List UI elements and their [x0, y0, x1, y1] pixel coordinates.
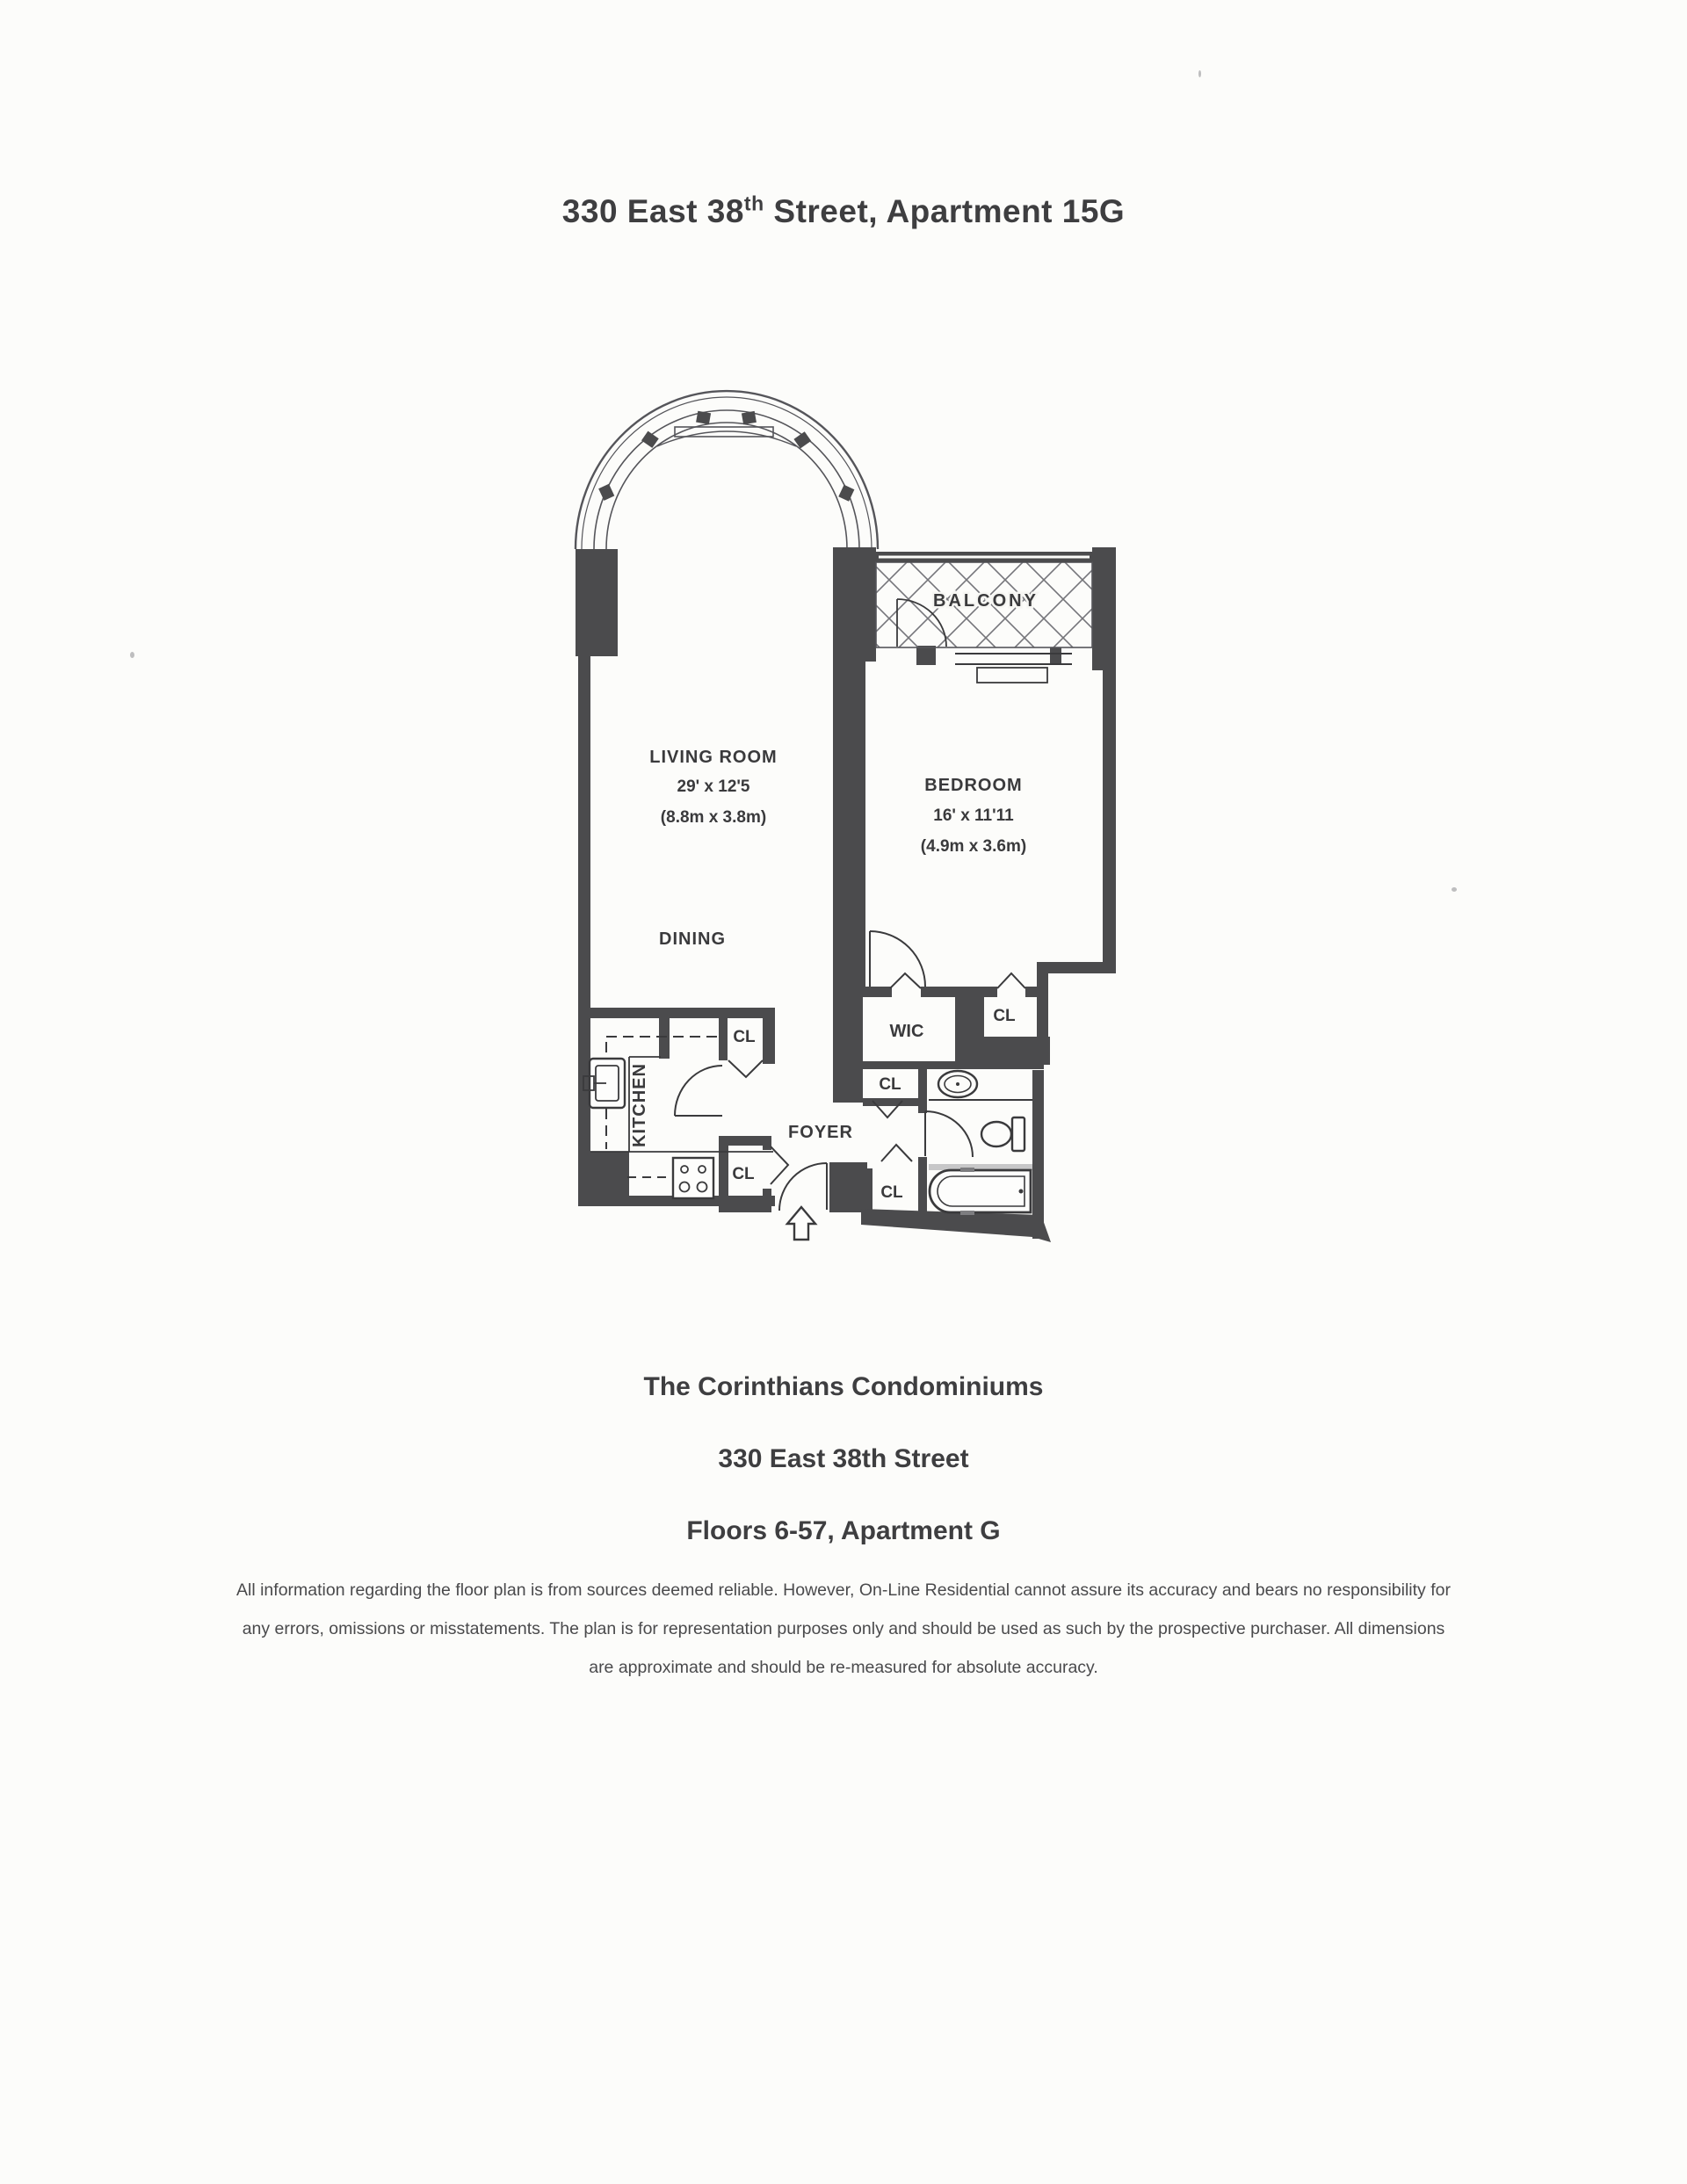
scan-speck — [1452, 887, 1457, 892]
scan-speck — [130, 652, 134, 658]
floor-plan — [527, 369, 1142, 1335]
bedroom-closet-door-mark — [997, 973, 1025, 988]
building-floors: Floors 6-57, Apartment G — [686, 1516, 1001, 1545]
living-room-label: LIVING ROOM — [649, 748, 778, 767]
building-address: 330 East 38th Street — [718, 1444, 969, 1473]
bedroom-label: BEDROOM — [924, 776, 1023, 795]
bedroom-dims-m: (4.9m x 3.6m) — [920, 837, 1027, 856]
foyer-label: FOYER — [788, 1123, 853, 1142]
bathroom-sink — [938, 1071, 977, 1097]
kitchen-closet-label: CL — [733, 1028, 756, 1046]
floor-plan-drawing — [527, 369, 1142, 1335]
toilet — [981, 1117, 1025, 1151]
kitchen-door-swing — [675, 1066, 722, 1116]
bath-closet-door-mark — [881, 1145, 912, 1161]
kitchen-sink — [583, 1059, 625, 1108]
wic-door-mark — [890, 973, 921, 988]
bath-closet-label: CL — [880, 1183, 903, 1202]
title-suffix: Street, Apartment 15G — [764, 193, 1126, 229]
living-room-dims-m: (8.8m x 3.8m) — [660, 808, 767, 827]
kitchen-closet-door-mark — [728, 1060, 763, 1077]
wic-label: WIC — [889, 1022, 924, 1041]
building-name: The Corinthians Condominiums — [643, 1372, 1044, 1401]
bedroom-closet-label: CL — [993, 1007, 1016, 1025]
bathroom-door-swing — [925, 1111, 973, 1157]
stove — [673, 1158, 713, 1198]
bedroom-door-swing — [870, 931, 925, 987]
hall-closet-label: CL — [879, 1075, 901, 1094]
living-room-dims-ft: 29' x 12'5 — [677, 777, 750, 796]
entry-arrow-icon — [787, 1207, 815, 1240]
bathroom-fixtures — [929, 1071, 1032, 1215]
entry-door-swing — [779, 1163, 827, 1211]
scan-speck — [1198, 70, 1201, 77]
title-prefix: 330 East 38 — [561, 193, 744, 229]
foyer-closet-label: CL — [732, 1165, 755, 1183]
disclaimer-text: All information regarding the floor plan is from sources deemed reliable. However, On-Line Residential cannot assure its accuracy and bears no responsibility for any errors, omissions or misstatements. The plan is for representation purposes only and should be used as such by the prospective purchaser. All dimensions are approximate and should be re-measured for absolute accuracy. — [236, 1580, 1451, 1677]
dining-label: DINING — [659, 929, 726, 949]
building-info — [0, 1351, 1687, 1567]
bay-window-arc — [576, 391, 878, 549]
bedroom-dims-ft: 16' x 11'11 — [933, 806, 1014, 825]
kitchen-label: KITCHEN — [630, 1063, 649, 1147]
balcony-step — [977, 668, 1047, 683]
bay-window-mullions — [598, 411, 854, 502]
bathtub — [930, 1168, 1031, 1215]
page-title — [0, 193, 1687, 230]
balcony-label: BALCONY — [933, 591, 1039, 611]
title-superscript: th — [743, 192, 764, 215]
